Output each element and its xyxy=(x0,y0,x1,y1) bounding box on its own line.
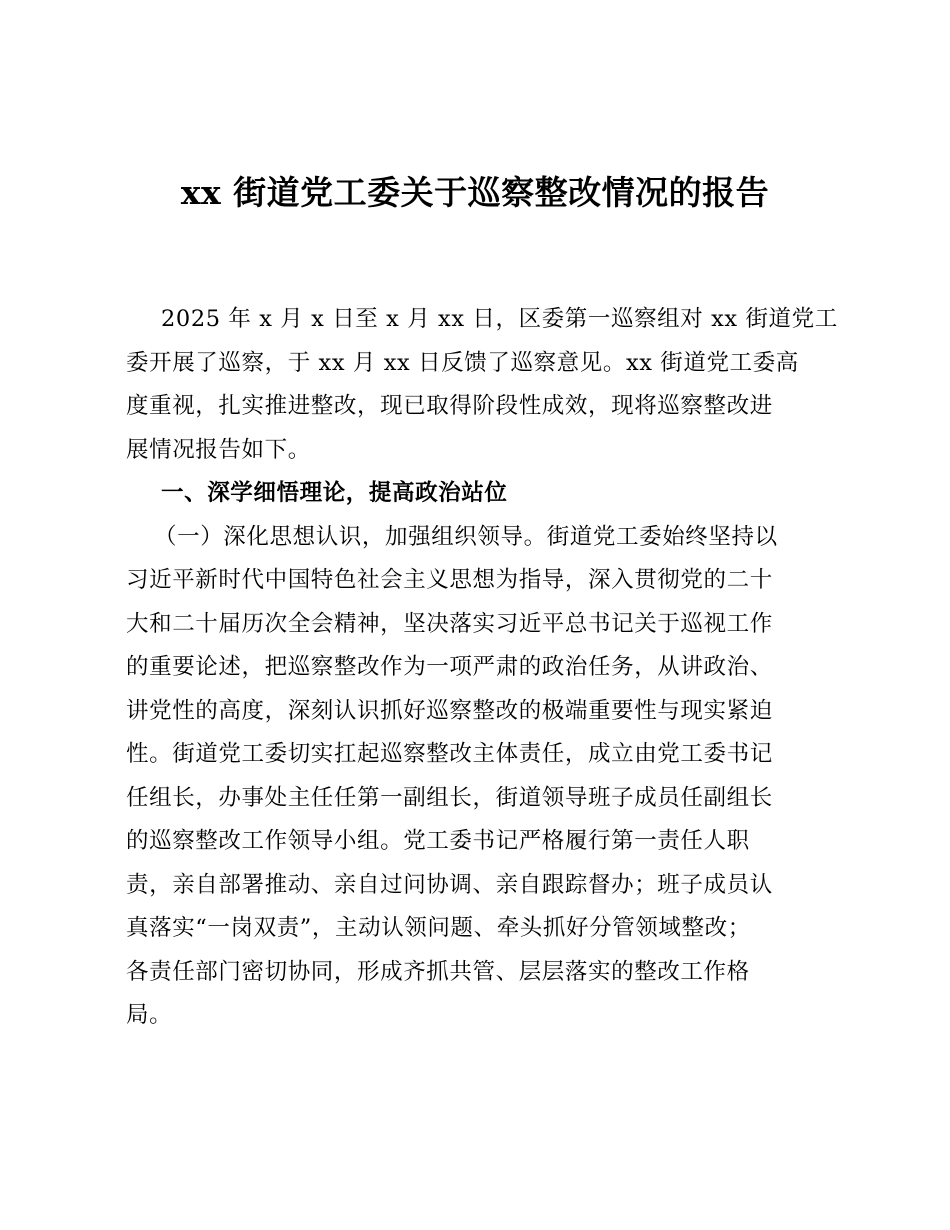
paragraph-line: 任组长，办事处主任任第一副组长，街道领导班子成员任副组长 xyxy=(126,784,773,811)
paragraph-line: 的重要论述，把巡察整改作为一项严肃的政治任务，从讲政治、 xyxy=(126,654,773,680)
paragraph-line: 2025 年 x 月 x 日至 x 月 xx 日，区委第一巡察组对 xx 街道党工 xyxy=(161,306,838,332)
paragraph-line: 讲党性的高度，深刻认识抓好巡察整改的极端重要性与现实紧迫 xyxy=(126,697,773,724)
paragraph-line: 的巡察整改工作领导小组。党工委书记严格履行第一责任人职 xyxy=(126,828,750,854)
paragraph-line: 真落实“一岗双责”，主动认领问题、牵头抓好分管领域整改； xyxy=(126,915,751,941)
paragraph-line: （一）深化思想认识，加强组织领导。街道党工委始终坚持以 xyxy=(154,523,778,550)
paragraph-line: 习近平新时代中国特色社会主义思想为指导，深入贯彻党的二十 xyxy=(126,567,773,593)
section-heading: 一、深学细悟理论，提高政治站位 xyxy=(161,480,508,506)
paragraph-line: 度重视，扎实推进整改，现已取得阶段性成效，现将巡察整改进 xyxy=(126,393,773,419)
paragraph-line: 局。 xyxy=(126,1002,173,1028)
paragraph-line: 责，亲自部署推动、亲自过问协调、亲自跟踪督办；班子成员认 xyxy=(126,871,773,898)
document-body xyxy=(126,298,838,1038)
paragraph-line: 各责任部门密切协同，形成齐抓共管、层层落实的整改工作格 xyxy=(126,958,750,985)
document-title: xx 街道党工委关于巡察整改情况的报告 xyxy=(180,173,770,212)
paragraph-line: 大和二十届历次全会精神，坚决落实习近平总书记关于巡视工作 xyxy=(126,610,773,637)
paragraph-line: 委开展了巡察，于 xx 月 xx 日反馈了巡察意见。xx 街道党工委高 xyxy=(126,349,799,376)
paragraph-line: 展情况报告如下。 xyxy=(126,436,311,463)
paragraph-line: 性。街道党工委切实扛起巡察整改主体责任，成立由党工委书记 xyxy=(126,741,773,767)
